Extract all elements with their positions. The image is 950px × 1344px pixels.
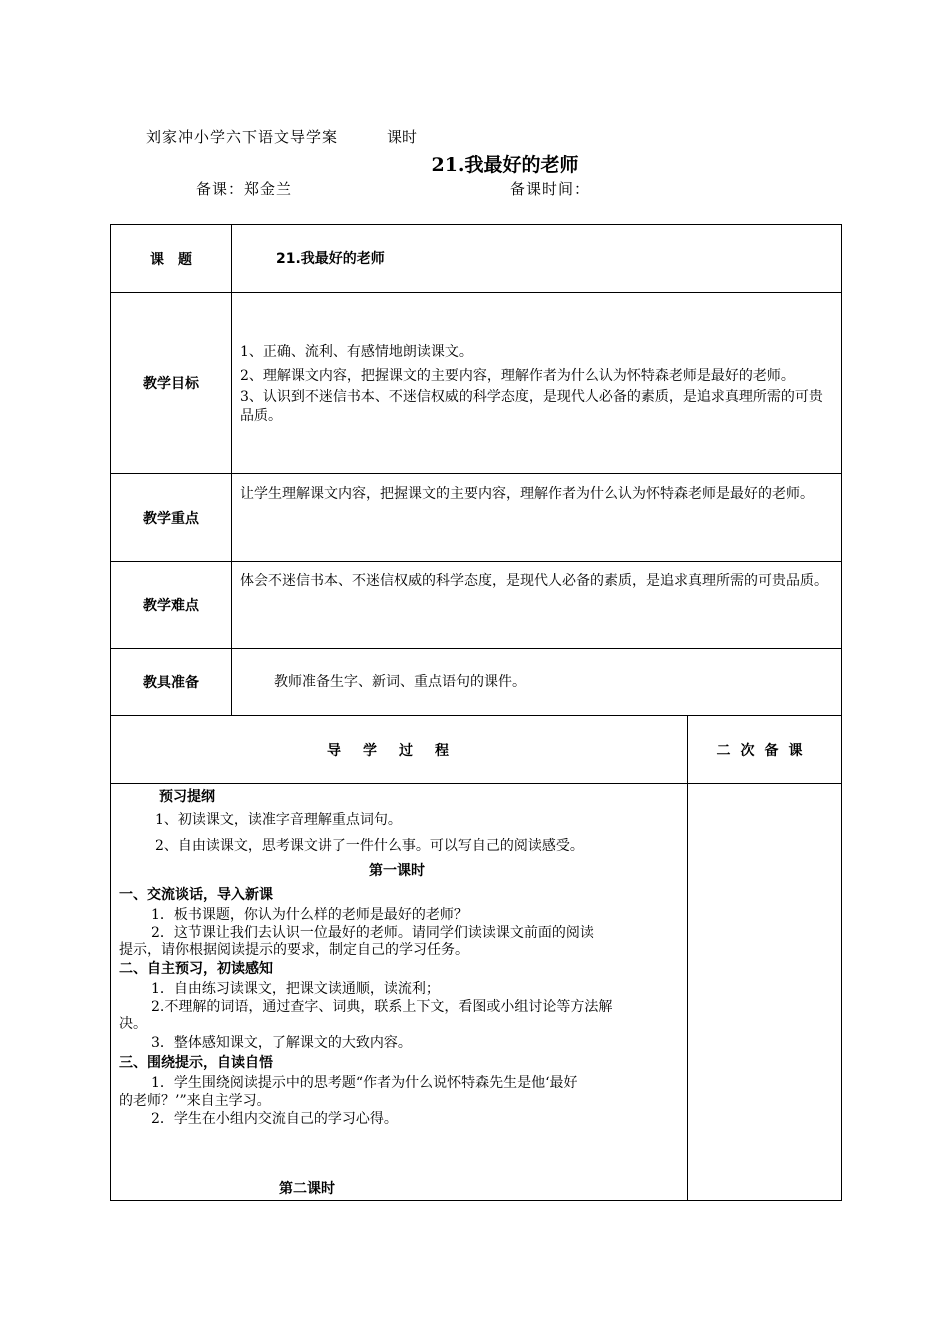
preview-item: 2、自由读课文，思考课文讲了一件什么事。可以写自己的阅读感受。 [155, 838, 584, 854]
tools-row [111, 649, 842, 716]
lesson-info-table [110, 224, 842, 716]
prep-time-label: 备课时间： [510, 180, 591, 198]
process-table [110, 715, 842, 1201]
section-title: 一、交流谈话，导入新课 [119, 887, 273, 903]
section-item: 决。 [119, 1016, 147, 1032]
lesson-label: 课时 [387, 128, 418, 146]
goal-item: 3、认识到不迷信书本、不迷信权威的科学态度，是现代人必备的素质，是追求真理所需的可贵品质。 [240, 389, 823, 424]
page-title: 21.我最好的老师 [431, 154, 579, 176]
key-row [111, 474, 842, 562]
section-item: 的老师？’”来自主学习。 [119, 1093, 271, 1109]
topic-value: 21.我最好的老师 [232, 225, 842, 293]
preview-title: 预习提纲 [159, 789, 215, 805]
goal-item: 2、理解课文内容，把握课文的主要内容，理解作者为什么认为怀特森老师是最好的老师。 [240, 368, 795, 384]
section-item: 提示，请你根据阅读提示的要求，制定自己的学习任务。 [119, 942, 469, 958]
period-heading: 第一课时 [369, 863, 425, 879]
difficult-label: 教学难点 [111, 562, 232, 649]
section-title: 三、围绕提示，自读自悟 [119, 1055, 273, 1071]
process-body [111, 784, 688, 1201]
section-item: 3．整体感知课文，了解课文的大致内容。 [151, 1035, 412, 1051]
section-item: 2．学生在小组内交流自己的学习心得。 [151, 1111, 398, 1127]
tools-label: 教具准备 [111, 649, 232, 716]
tools-value: 教师准备生字、新词、重点语句的课件。 [232, 649, 842, 716]
period-heading: 第二课时 [279, 1181, 335, 1197]
goals-label: 教学目标 [111, 293, 232, 474]
preparer-label: 备课：郑金兰 [196, 180, 293, 198]
section-item: 1．板书课题，你认为什么样的老师是最好的老师？ [151, 907, 468, 923]
goals-row [111, 293, 842, 474]
difficult-row [111, 562, 842, 649]
goals-value [232, 293, 842, 474]
second-prep-heading: 二次备课 [688, 716, 842, 784]
key-value: 让学生理解课文内容，把握课文的主要内容，理解作者为什么认为怀特森老师是最好的老师。 [232, 474, 842, 562]
section-item: 1．学生围绕阅读提示中的思考题“作者为什么说怀特森先生是他‘最好 [151, 1075, 578, 1091]
key-label: 教学重点 [111, 474, 232, 562]
process-heading: 导学过程 [111, 716, 688, 784]
section-title: 二、自主预习，初读感知 [119, 961, 273, 977]
topic-label: 课 题 [111, 225, 232, 293]
topic-row [111, 225, 842, 293]
preview-item: 1、初读课文，读准字音理解重点词句。 [155, 812, 402, 828]
section-item: 1．自由练习读课文，把课文读通顺，读流利； [151, 981, 440, 997]
section-item: 2.不理解的词语，通过查字、词典，联系上下文，看图或小组讨论等方法解 [151, 999, 613, 1015]
section-item: 2．这节课让我们去认识一位最好的老师。请同学们读读课文前面的阅读 [151, 925, 594, 941]
goal-item: 1、正确、流利、有感情地朗读课文。 [240, 344, 473, 360]
school-header: 刘家冲小学六下语文导学案 [146, 128, 339, 146]
second-prep-cell [688, 784, 842, 1201]
difficult-value: 体会不迷信书本、不迷信权威的科学态度，是现代人必备的素质，是追求真理所需的可贵品质。 [232, 562, 842, 649]
